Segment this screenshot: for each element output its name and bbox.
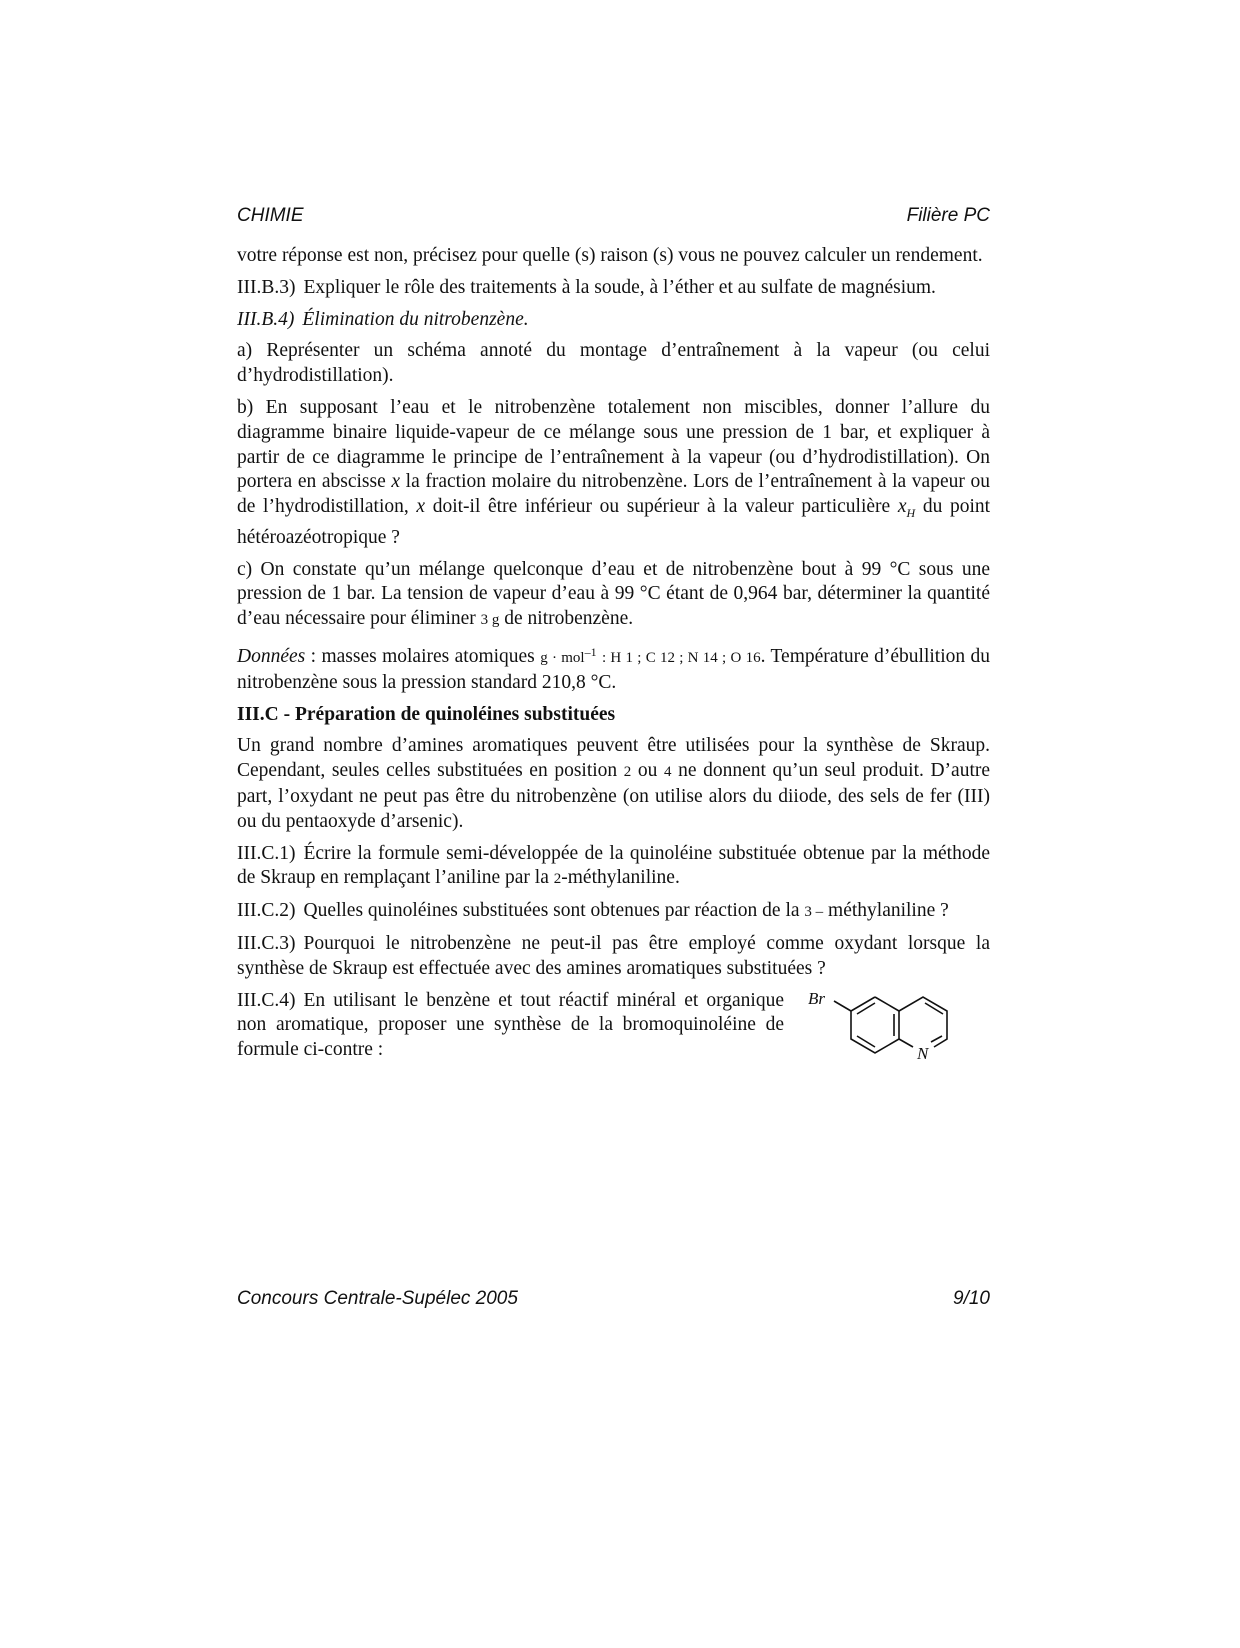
question-text: Pourquoi le nitrobenzène ne peut-il pas être employé comme oxydant lorsque la synthèse de Skraup est effectuée avec des amines aromatiques substituées ?: [237, 933, 990, 979]
question-c2: [237, 899, 990, 925]
bromoquinoline-structure: [794, 991, 990, 1091]
molar-mass-list: : H 1 ; C 12 ; N 14 ; O 16: [601, 650, 761, 667]
text-run: Un grand nombre d’amines aromatiques peuvent être utilisées pour la synthèse de Skraup. Cependant, seules celles substituées en position: [237, 735, 990, 782]
math-mass: 3 g: [480, 612, 500, 629]
question-c4-row: [237, 989, 990, 1091]
question-c4: [237, 989, 784, 1063]
question-label: III.B.3): [237, 276, 296, 298]
question-a: a) Représenter un schéma annoté du montage d’entraînement à la vapeur (ou celui d’hydrodistillation).: [237, 340, 990, 387]
page-number: 9/10: [953, 1288, 990, 1309]
text-run: c) On constate qu’un mélange quelconque d’eau et de nitrobenzène bout à 99 °C sous une pression de 1 bar. La tension de vapeur d’eau à 99 °C étant de 0,964 bar, déterminer la quantité d’eau nécessaire pour éliminer: [237, 558, 990, 630]
math-x: x: [391, 471, 401, 493]
question-b3: [237, 276, 990, 301]
question-c: [237, 558, 990, 633]
question-label: III.C.4): [237, 989, 296, 1011]
question-text: Quelles quinoléines substituées sont obtenues par réaction de la: [303, 900, 800, 922]
text-run: du point hétéroazéotropique ?: [237, 496, 991, 548]
question-b: [237, 396, 990, 551]
data-paragraph: [237, 640, 990, 696]
page-footer: [237, 1288, 990, 1310]
text-run: ne donnent qu’un seul produit. D’autre part, l’oxydant ne peut pas être du nitrobenzène (on utilise alors du diiode, des sels de fer (III) ou du pentaoxyde d’arsenic).: [237, 760, 991, 832]
header-track: Filière PC: [906, 205, 990, 226]
question-c1: [237, 842, 990, 893]
page-content: [237, 244, 990, 1091]
question-label: III.C.1): [237, 842, 296, 864]
text-run: la fraction molaire du nitrobenzène. Lors de l’entraînement à la vapeur ou de l’hydrodistillation,: [237, 471, 990, 518]
text-run: méthylaniline ?: [828, 900, 949, 922]
question-label: III.C.2): [237, 900, 296, 922]
superscript: –1: [584, 645, 597, 660]
quinoline-bonds: [834, 997, 947, 1053]
question-text: En utilisant le benzène et tout réactif minéral et organique non aromatique, proposer une synthèse de la bromoquinoléine de formule ci-contre :: [237, 989, 784, 1061]
question-label: III.B.4): [237, 308, 295, 330]
footer-exam: Concours Centrale-Supélec 2005: [237, 1288, 518, 1309]
question-b4: [237, 308, 990, 333]
math-xh: [897, 496, 916, 521]
question-title: Élimination du nitrobenzène.: [302, 308, 529, 330]
text-run: ou: [637, 760, 658, 782]
double-bond: [857, 1036, 875, 1047]
math-x: x: [416, 496, 426, 518]
double-bond: [857, 1003, 875, 1014]
section-heading: III.C - Préparation de quinoléines substituées: [237, 703, 616, 725]
double-bond: [931, 1036, 942, 1042]
br-label: Br: [808, 990, 825, 1008]
question-label: III.C.3): [237, 933, 296, 955]
text-run: de nitrobenzène.: [504, 608, 634, 630]
math-number: 4: [664, 764, 672, 781]
math-x: x: [897, 496, 907, 518]
question-text: Expliquer le rôle des traitements à la soude, à l’éther et au sulfate de magnésium.: [303, 276, 936, 298]
unit-text: g · mol: [540, 650, 585, 667]
n-label: N: [917, 1043, 929, 1063]
text-run: b) En supposant l’eau et le nitrobenzène totalement non miscibles, donner l’allure du diagramme binaire liquide-vapeur de ce mélange sous une pression de 1 bar, et expliquer à partir de ce diagramme le principe de l’entraînement à la vapeur (ou d’hydrodistillation). On portera en abscisse: [237, 396, 990, 493]
header-subject: CHIMIE: [237, 205, 304, 226]
text-run: -méthylaniline.: [561, 867, 680, 889]
text-run: doit-il être inférieur ou supérieur à la valeur particulière: [432, 496, 891, 518]
page-header: [237, 205, 990, 227]
math-unit: [540, 645, 597, 667]
br-bond: [834, 1001, 851, 1011]
double-bond: [925, 1003, 943, 1014]
math-number: 2: [623, 764, 632, 781]
question-text: Écrire la formule semi-développée de la quinoléine substituée obtenue par la méthode de Skraup en remplaçant l’aniline par la: [237, 842, 990, 889]
continued-paragraph: votre réponse est non, précisez pour quelle (s) raison (s) vous ne pouvez calculer un rendement.: [237, 245, 983, 266]
text-run: . Température d’ébullition du nitrobenzène sous la pression standard 210,8 °C.: [237, 646, 991, 693]
data-label: Données: [237, 646, 306, 668]
subscript: H: [906, 506, 916, 521]
bond-to-n: [899, 1039, 913, 1047]
math-number: 3 –: [804, 904, 824, 921]
question-c3: [237, 932, 990, 982]
math-number: 2: [553, 871, 562, 888]
intro-paragraph: [237, 734, 990, 834]
benzene-ring: [851, 997, 899, 1053]
text-run: : masses molaires atomiques: [310, 646, 535, 668]
pyridine-ring: [899, 997, 947, 1047]
